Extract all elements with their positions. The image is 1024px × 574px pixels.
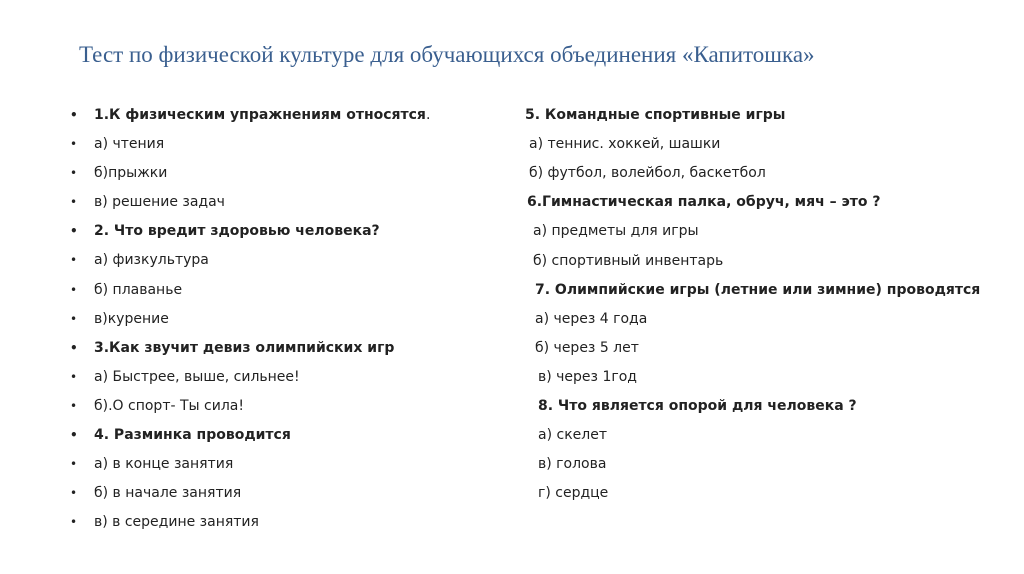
bullet: • [70,253,78,268]
answer-option: б) футбол, волейбол, баскетбол [529,165,766,182]
question-suffix: . [425,107,431,123]
bullet: • [70,369,78,384]
answer-option [70,246,430,275]
answer-option: б) через 5 лет [535,339,639,356]
bullet: • [70,398,78,413]
question-5: 5. Командные спортивные игры [525,107,786,123]
answer-option: а) предметы для игры [533,223,699,240]
answer-text: в) в середине занятия [94,514,259,531]
answer-option [70,479,430,508]
answer-option: в) голова [538,456,607,473]
answer-text: а) Быстрее, выше, сильнее! [94,368,300,385]
answer-text: а) в конце занятия [94,456,234,473]
question-7: 7. Олимпийские игры (летние или зимние) проводятся [535,281,981,298]
answer-option [70,188,430,217]
question-text: 4. Разминка проводится [94,427,291,444]
bullet: • [70,108,78,122]
bullet: • [70,282,78,297]
answer-text: б) плаванье [94,281,183,298]
question-text: 3.Как звучит девиз олимпийских игр [94,339,395,356]
bullet: • [70,195,78,210]
question-3 [70,334,430,363]
question-2 [70,217,430,246]
bullet: • [70,340,78,355]
answer-text: а) физкультура [94,252,209,269]
bullet: • [70,486,78,501]
answer-option [70,159,430,188]
bullet: • [70,137,78,152]
answer-option [70,276,430,305]
left-question-list [70,101,430,537]
answer-option [70,305,430,334]
question-text: 2. Что вредит здоровью человека? [94,223,380,240]
answer-option [70,450,430,479]
answer-option [70,130,430,159]
answer-text: б)прыжки [94,165,168,182]
answer-text: в) решение задач [94,194,225,211]
question-6: 6.Гимнастическая палка, обруч, мяч – это ? [527,194,881,211]
answer-option: в) через 1год [538,368,637,385]
question-4 [70,421,430,450]
answer-option: г) сердце [538,485,609,502]
answer-text: б).О спорт- Ты сила! [94,397,244,414]
slide-title: Тест по физической культуре для обучающихся объединения «Капитошка» [79,42,815,67]
answer-option: а) через 4 года [535,310,648,327]
answer-text: а) чтения [94,136,165,153]
bullet: • [70,515,78,530]
answer-option: а) теннис. хоккей, шашки [529,136,721,153]
answer-option [70,508,430,537]
bullet: • [70,166,78,181]
bullet: • [70,311,78,326]
question-1 [70,101,430,130]
answer-option: б) спортивный инвентарь [533,252,724,269]
answer-text: в)курение [94,310,169,327]
bullet: • [70,428,78,443]
answer-option [70,363,430,392]
answer-text: б) в начале занятия [94,485,242,502]
bullet: • [70,224,78,239]
question-text: 1.К физическим упражнениям относятся [94,107,426,123]
bullet: • [70,457,78,472]
answer-option: а) скелет [538,427,607,444]
answer-option [70,392,430,421]
question-8: 8. Что является опорой для человека ? [538,398,857,414]
